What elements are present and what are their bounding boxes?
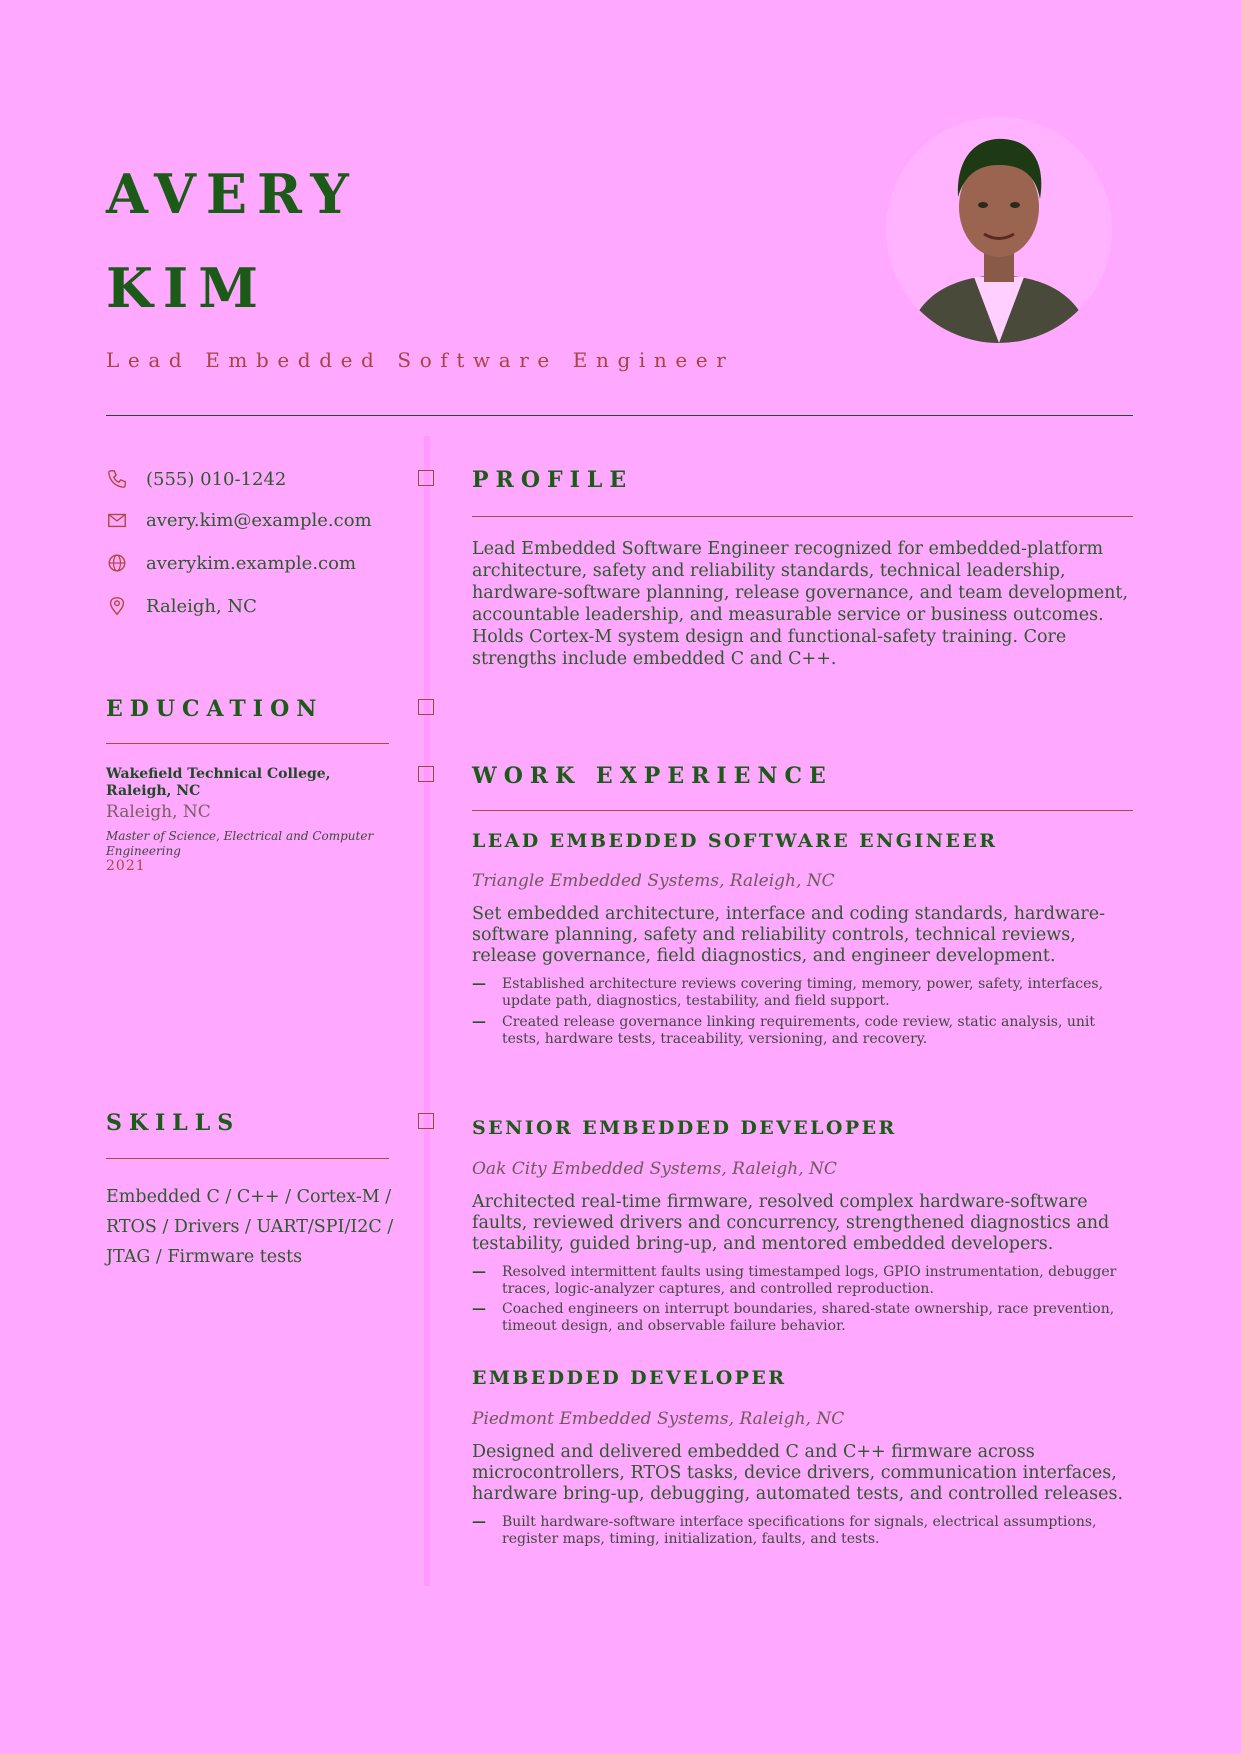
skills-heading: SKILLS [106,1110,241,1136]
job-bullet: — Resolved intermittent faults using timestamped logs, GPIO instrumentation, debugger traces, logic-analyzer captures, and controlled reproduction. [472,1264,1117,1297]
profile-heading: PROFILE [472,467,634,493]
portrait-photo-icon [886,117,1112,343]
job-bullet: — Established architecture reviews covering timing, memory, power, safety, interfaces, update path, diagnostics, testability, and field support. [472,976,1104,1009]
avatar [886,117,1112,343]
profile-rule [472,516,1133,517]
job-title-subtitle: Lead Embedded Software Engineer [106,348,735,372]
experience-rule [472,810,1133,811]
website-text: averykim.example.com [146,552,357,574]
contact-email [106,505,406,535]
skills-text: Embedded C / C++ / Cortex-M / RTOS / Drivers / UART/SPI/I2C / JTAG / Firmware tests [106,1187,394,1267]
location-pin-icon [106,595,128,617]
job-company: Piedmont Embedded Systems, Raleigh, NC [472,1409,845,1429]
first-name: AVERY [106,162,359,226]
education-location: Raleigh, NC [106,802,211,822]
job-title: SENIOR EMBEDDED DEVELOPER [472,1117,897,1139]
section-marker [418,766,434,782]
job-description: Designed and delivered embedded C and C++ firmware across microcontrollers, RTOS tasks, device drivers, communication interfaces, hardware bring-up, debugging, automated tests, and controlled releases. [472,1442,1124,1504]
contact-phone [106,464,406,494]
contact-website [106,548,406,578]
last-name: KIM [106,256,268,320]
section-marker [418,699,434,715]
job-description: Set embedded architecture, interface and coding standards, hardware-software planning, safety and reliability controls, technical reviews, release governance, field diagnostics, and engineer development. [472,904,1106,966]
contact-location [106,591,406,621]
location-text: Raleigh, NC [146,595,257,617]
email-text: avery.kim@example.com [146,509,372,531]
section-marker [418,1113,434,1129]
education-rule [106,743,389,744]
job-bullet: — Coached engineers on interrupt boundaries, shared-state ownership, race prevention, timeout design, and observable failure behavior. [472,1301,1115,1334]
column-divider [424,436,430,1586]
job-title: LEAD EMBEDDED SOFTWARE ENGINEER [472,830,998,852]
section-marker [418,470,434,486]
job-description: Architected real-time firmware, resolved complex hardware-software faults, reviewed drivers and concurrency, strengthened diagnostics and testability, guided bring-up, and mentored embedded developers. [472,1192,1110,1254]
phone-icon [106,468,128,490]
education-heading: EDUCATION [106,696,324,722]
job-company: Oak City Embedded Systems, Raleigh, NC [472,1159,837,1179]
job-title: EMBEDDED DEVELOPER [472,1367,787,1389]
phone-text: (555) 010-1242 [146,468,287,490]
job-company: Triangle Embedded Systems, Raleigh, NC [472,871,835,891]
education-degree: Master of Science, Electrical and Computer Engineering [106,829,374,858]
skills-rule [106,1158,389,1159]
header-divider [106,415,1133,416]
job-bullet: — Created release governance linking requirements, code review, static analysis, unit tests, hardware tests, traceability, versioning, and recovery. [472,1014,1096,1047]
experience-heading: WORK EXPERIENCE [472,763,833,789]
education-year: 2021 [106,858,146,874]
education-school: Wakefield Technical College, Raleigh, NC [106,766,331,799]
profile-text: Lead Embedded Software Engineer recognized for embedded-platform architecture, safety and reliability standards, technical leadership, hardware-software planning, release governance, and team development, accountable leadership, and measurable service or business outcomes. Holds Cortex-M system design and functional-safety training. Core strengths include embedded C and C++. [472,539,1129,669]
job-bullet: — Built hardware-software interface specifications for signals, electrical assumptions, register maps, timing, initialization, faults, and tests. [472,1514,1097,1547]
mail-icon [106,509,128,531]
globe-icon [106,552,128,574]
